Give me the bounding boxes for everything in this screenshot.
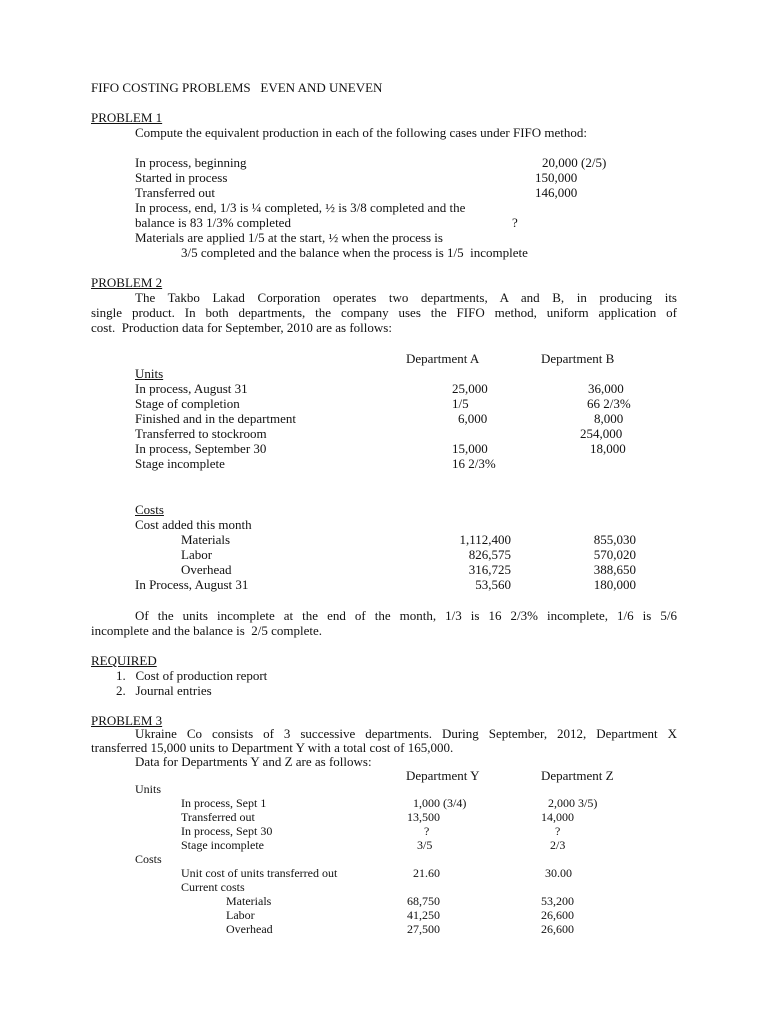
p2-cost-b: 855,030 xyxy=(593,532,636,547)
p2-costs-heading: Costs xyxy=(135,502,164,517)
p2-paragraph-line-2: single product. In both departments, the company uses the FIFO method, uniform application of xyxy=(91,305,677,320)
p2-unit-label: Stage incomplete xyxy=(135,456,225,471)
p3-unit-z: 14,000 xyxy=(541,810,574,824)
p2-unit-b: 66 2/3% xyxy=(587,396,631,411)
p3-unit-label: In process, Sept 1 xyxy=(181,796,267,810)
p1-end-line-1: In process, end, 1/3 is ¼ completed, ½ is 3/8 completed and the xyxy=(135,200,466,215)
problem-1-heading: PROBLEM 1 xyxy=(91,110,163,125)
p3-unit-y: 13,500 xyxy=(407,810,440,824)
p3-cost-y: 41,250 xyxy=(407,908,440,922)
p3-unit-cost-label: Unit cost of units transferred out xyxy=(181,866,338,880)
p3-paragraph-line-2: transferred 15,000 units to Department Y with a total cost of 165,000. xyxy=(91,740,454,755)
p3-paragraph-line-3: Data for Departments Y and Z are as follows: xyxy=(135,754,372,769)
p3-cost-z: 26,600 xyxy=(541,908,574,922)
p1-end-value: ? xyxy=(512,215,518,230)
p2-unit-a: 6,000 xyxy=(458,411,488,426)
p3-unit-y: 3/5 xyxy=(417,838,433,852)
p1-row-label: Started in process xyxy=(135,170,228,185)
p2-inprocess-label: In Process, August 31 xyxy=(135,577,249,592)
p2-cost-a: 826,575 xyxy=(468,547,511,562)
p2-unit-b: 8,000 xyxy=(594,411,624,426)
p3-paragraph-line-1: Ukraine Co consists of 3 successive departments. During September, 2012, Department X xyxy=(135,726,677,741)
p2-unit-label: In process, August 31 xyxy=(135,381,248,396)
p2-unit-b: 18,000 xyxy=(590,441,626,456)
p3-unit-z: 2/3 xyxy=(550,838,566,852)
p3-column-header-y: Department Y xyxy=(406,768,480,783)
p3-costs-heading: Costs xyxy=(135,852,162,866)
p3-cost-y: 68,750 xyxy=(407,894,440,908)
p2-unit-b: 36,000 xyxy=(588,381,624,396)
p1-row-label: In process, beginning xyxy=(135,155,247,170)
p1-row-value: 146,000 xyxy=(535,185,578,200)
p2-unit-a: 25,000 xyxy=(452,381,488,396)
p1-row-label: Transferred out xyxy=(135,185,216,200)
document-title: FIFO COSTING PROBLEMS EVEN AND UNEVEN xyxy=(91,80,383,95)
p2-unit-a: 16 2/3% xyxy=(452,456,496,471)
p2-inprocess-a: 53,560 xyxy=(475,577,511,592)
required-item: 2. Journal entries xyxy=(116,683,212,698)
p3-cost-label: Overhead xyxy=(226,922,273,936)
p3-cost-label: Materials xyxy=(226,894,272,908)
p2-unit-a: 1/5 xyxy=(452,396,469,411)
p2-unit-a: 15,000 xyxy=(452,441,488,456)
p3-unit-cost-y: 21.60 xyxy=(413,866,440,880)
p2-paragraph-line-1: The Takbo Lakad Corporation operates two departments, A and B, in producing its xyxy=(135,290,677,305)
p2-cost-a: 316,725 xyxy=(468,562,511,577)
p3-unit-label: Stage incomplete xyxy=(181,838,264,852)
p2-note-line-1: Of the units incomplete at the end of the month, 1/3 is 16 2/3% incomplete, 1/6 is 5/6 xyxy=(135,608,677,623)
problem-3-heading: PROBLEM 3 xyxy=(91,713,163,728)
p2-note-line-2: incomplete and the balance is 2/5 complete. xyxy=(91,623,323,638)
p2-column-header-a: Department A xyxy=(406,351,480,366)
p2-units-heading: Units xyxy=(135,366,164,381)
p3-current-costs-label: Current costs xyxy=(181,880,245,894)
p1-materials-line-1: Materials are applied 1/5 at the start, ½ when the process is xyxy=(135,230,443,245)
p2-cost-a: 1,112,400 xyxy=(459,532,511,547)
p2-unit-label: Transferred to stockroom xyxy=(135,426,267,441)
p2-paragraph-line-3: cost. Production data for September, 2010 are as follows: xyxy=(91,320,392,335)
p2-unit-label: In process, September 30 xyxy=(135,441,267,456)
p3-cost-label: Labor xyxy=(226,908,255,922)
p3-unit-z: 2,000 3/5) xyxy=(548,796,598,810)
p1-materials-line-2: 3/5 completed and the balance when the process is 1/5 incomplete xyxy=(181,245,528,260)
p3-cost-z: 53,200 xyxy=(541,894,574,908)
required-item: 1. Cost of production report xyxy=(116,668,268,683)
p2-cost-added-label: Cost added this month xyxy=(135,517,252,532)
p2-inprocess-b: 180,000 xyxy=(593,577,636,592)
p3-unit-label: In process, Sept 30 xyxy=(181,824,273,838)
p2-cost-label: Overhead xyxy=(181,562,232,577)
p3-column-header-z: Department Z xyxy=(541,768,614,783)
p2-unit-label: Stage of completion xyxy=(135,396,240,411)
p3-unit-y: 1,000 (3/4) xyxy=(413,796,467,810)
p2-column-header-b: Department B xyxy=(541,351,615,366)
p2-cost-label: Materials xyxy=(181,532,231,547)
p3-units-heading: Units xyxy=(135,782,162,796)
p3-unit-y: ? xyxy=(424,824,430,838)
p2-cost-b: 388,650 xyxy=(593,562,636,577)
p1-end-line-2: balance is 83 1/3% completed xyxy=(135,215,291,230)
problem-1-intro: Compute the equivalent production in each of the following cases under FIFO method: xyxy=(135,125,588,140)
problem-2-heading: PROBLEM 2 xyxy=(91,275,163,290)
p1-row-value: 150,000 xyxy=(535,170,578,185)
p2-cost-label: Labor xyxy=(181,547,213,562)
p1-row-value: 20,000 (2/5) xyxy=(542,155,607,170)
p3-cost-y: 27,500 xyxy=(407,922,440,936)
p2-cost-b: 570,020 xyxy=(593,547,636,562)
p2-unit-label: Finished and in the department xyxy=(135,411,297,426)
p3-unit-cost-z: 30.00 xyxy=(545,866,572,880)
p3-cost-z: 26,600 xyxy=(541,922,574,936)
required-heading: REQUIRED xyxy=(91,653,157,668)
p3-unit-z: ? xyxy=(555,824,561,838)
p2-unit-b: 254,000 xyxy=(580,426,623,441)
p3-unit-label: Transferred out xyxy=(181,810,255,824)
